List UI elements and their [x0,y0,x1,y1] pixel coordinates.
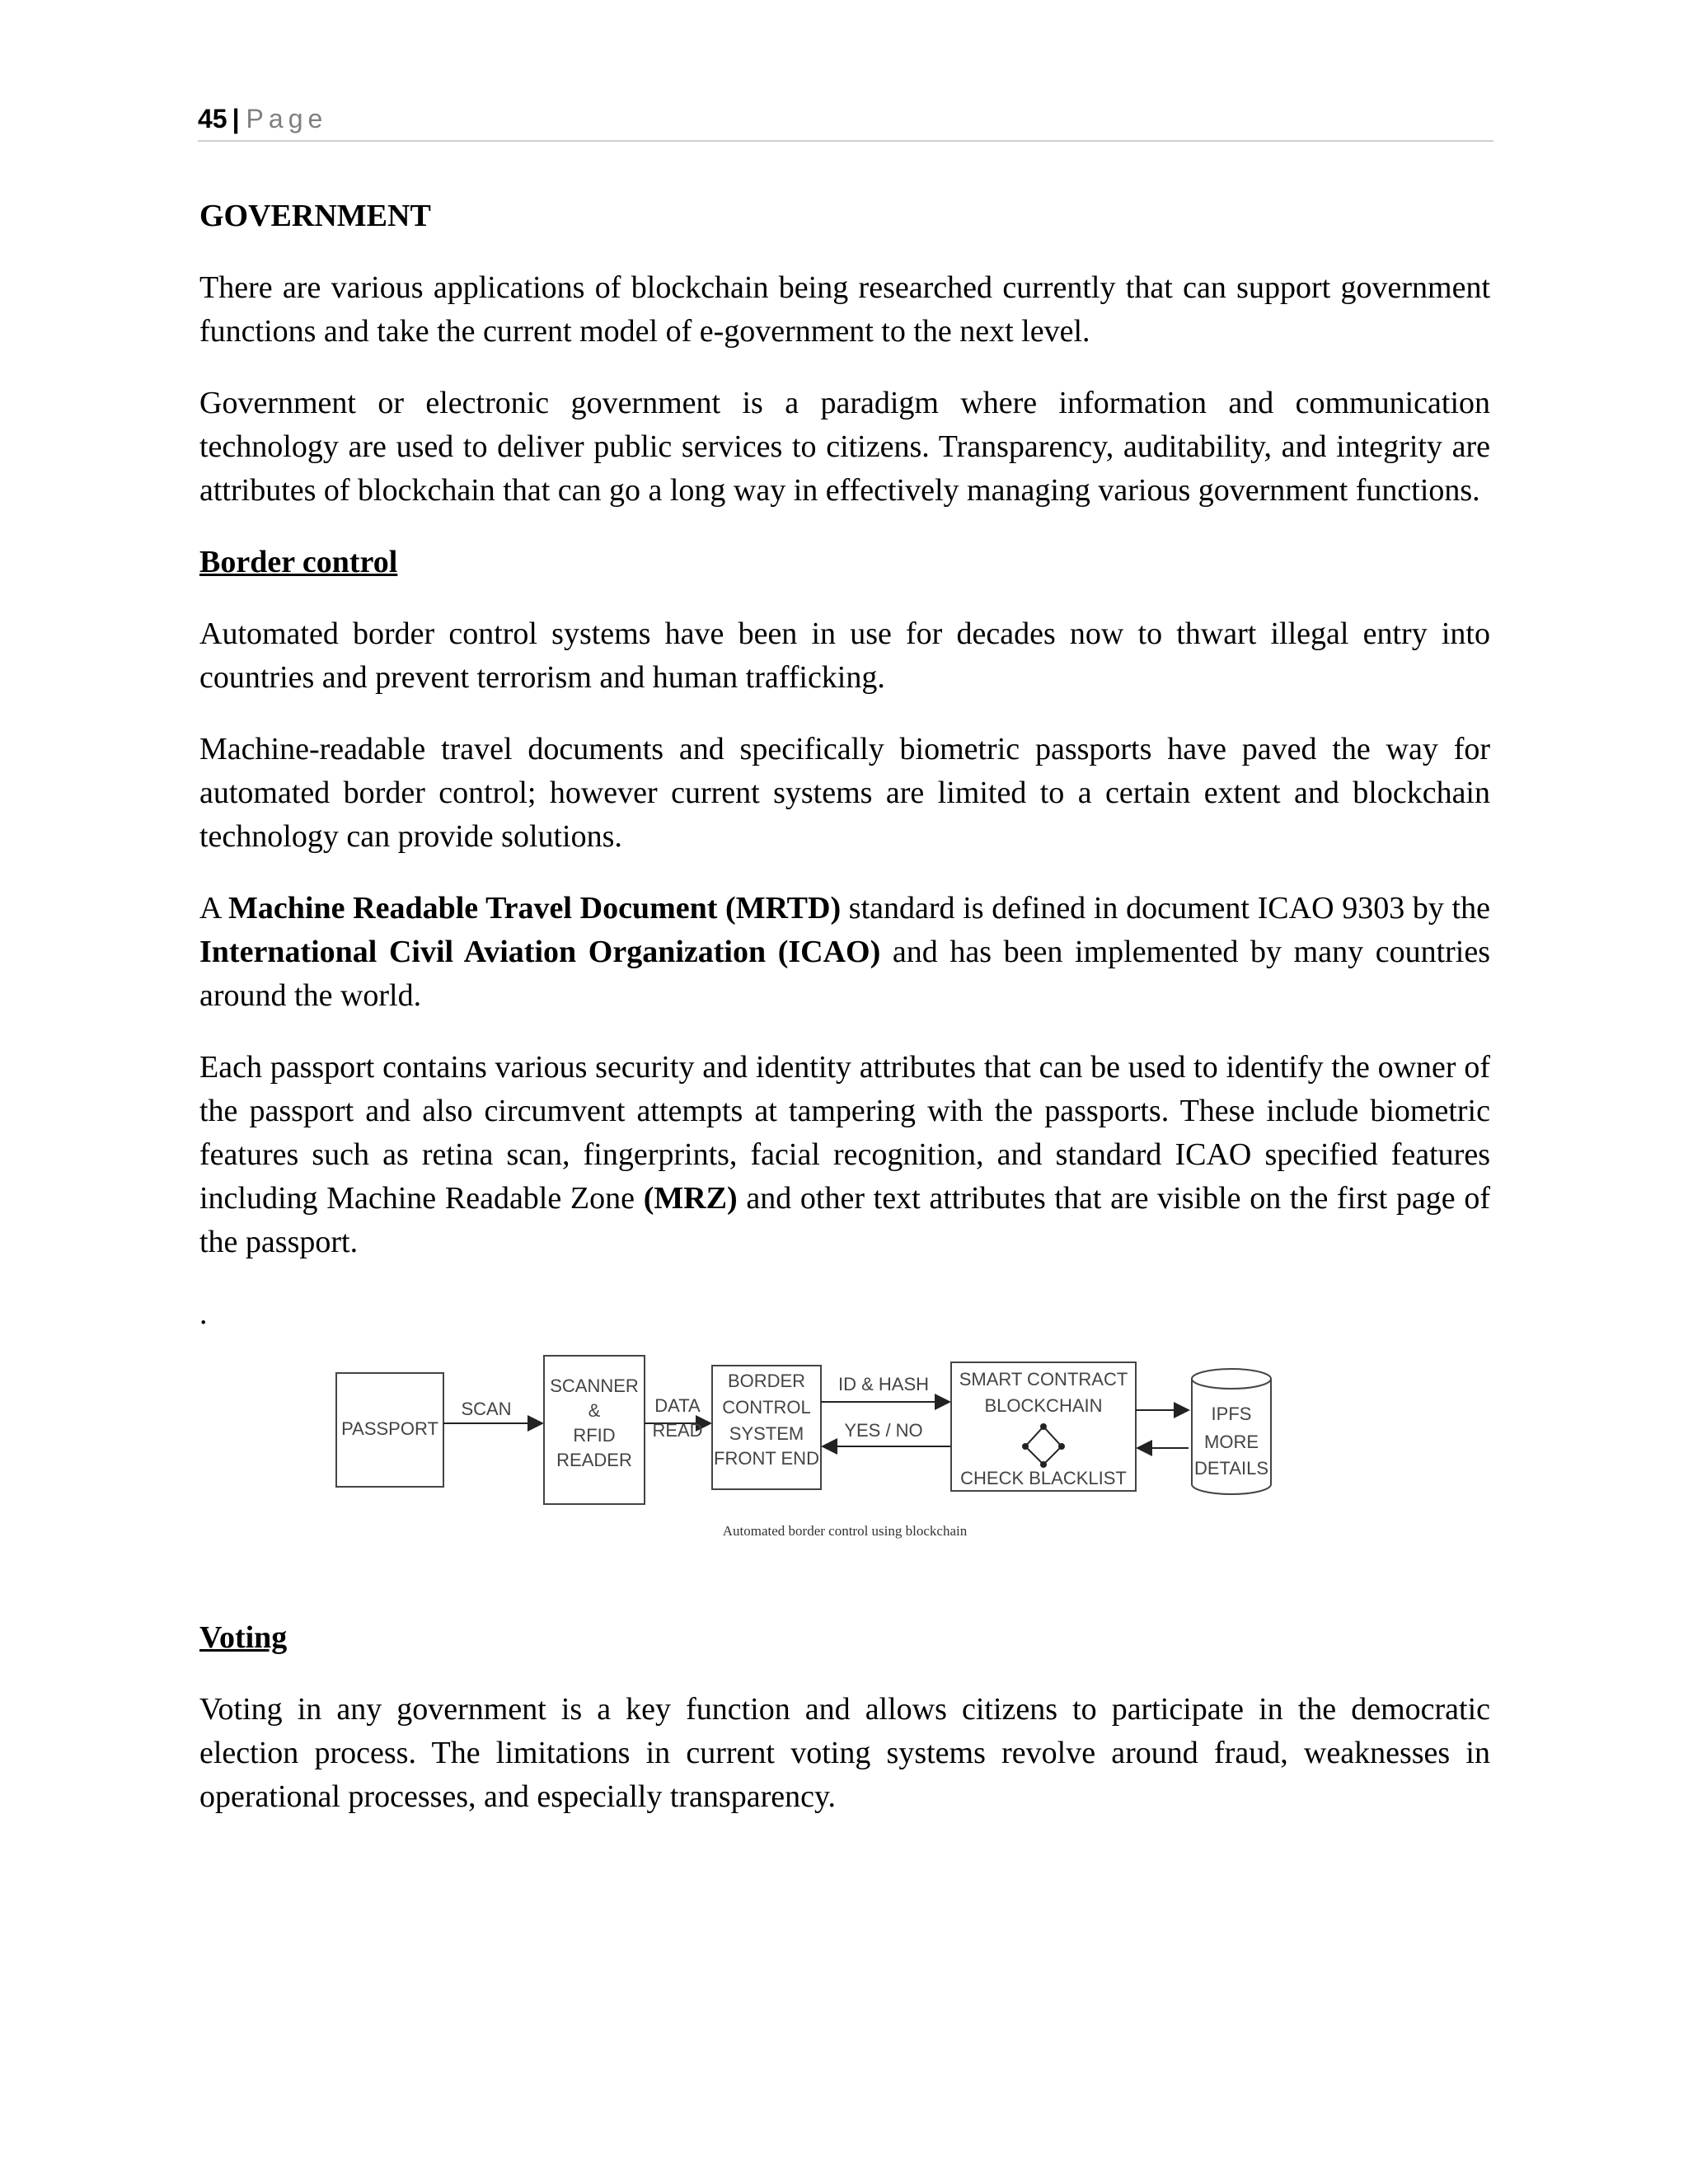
header-separator: | [232,104,240,134]
read-label: READ [652,1420,703,1441]
scan-label: SCAN [461,1399,512,1419]
page-header [198,97,1493,142]
page-number: 45 [198,104,227,134]
document-body [199,194,1490,1847]
smart-contract-line-1: SMART CONTRACT [959,1369,1128,1390]
node-dot [1040,1461,1047,1468]
yes-no-label: YES / NO [844,1420,923,1441]
text-run: and other text attributes that are visible on the first page of the passport. [199,1181,1490,1259]
ipfs-line-1: IPFS [1211,1404,1252,1424]
intro-paragraph-1: There are various applications of blockchain being researched currently that can support government functions and take the current model of e-government to the next level. [199,270,1490,349]
node-dot [1058,1443,1065,1450]
check-blacklist-label: CHECK BLACKLIST [960,1468,1127,1488]
intro-paragraph-2: Government or electronic government is a paradigm where information and communication technology are used to deliver public services to citizens. Transparency, auditability, and integrity are attributes of blockchain that can go a long way in effectively managing various government functions. [199,386,1490,508]
text-run: A [199,891,229,926]
bold-term-mrtd: Machine Readable Travel Document (MRTD) [228,891,842,926]
section-title: GOVERNMENT [199,199,431,233]
text-run: Each passport contains various security and identity attributes that can be used to identify the owner of the passport and also circumvent attempts at tampering with the passports. These include biometric features such as retina scan, fingerprints, facial recognition, and standard ICAO specified features including Machine Readable Zone [199,1050,1490,1216]
voting-paragraph: Voting in any government is a key function and allows citizens to participate in the democratic election process. The limitations in current voting systems revolve around fraud, weaknesses in operational processes, and especially transparency. [199,1692,1490,1814]
scanner-line-4: READER [556,1450,632,1470]
border-line-3: SYSTEM [729,1423,804,1444]
passport-label: PASSPORT [341,1418,438,1439]
border-control-diagram [199,1344,1490,1567]
diagram-svg [199,1344,1490,1509]
figure-caption: Automated border control using blockchain [722,1523,968,1539]
data-label: DATA [654,1395,701,1416]
border-control-paragraph-1: Automated border control systems have been in use for decades now to thwart illegal entry into countries and prevent terrorism and human trafficking. [199,616,1490,695]
scanner-line-1: SCANNER [550,1376,639,1396]
smart-contract-line-2: BLOCKCHAIN [984,1395,1103,1416]
border-control-heading: Border control [199,545,398,579]
border-control-paragraph-2: Machine-readable travel documents and specifically biometric passports have paved the way for automated border control; however current systems are limited to a certain extent and blockchain technology can provide solutions. [199,732,1490,854]
id-hash-label: ID & HASH [837,1374,930,1394]
passport-attributes-paragraph [199,1046,1490,1264]
node-dot [1040,1423,1047,1430]
scanner-line-3: RFID [573,1425,616,1446]
border-line-4: FRONT END [714,1448,819,1469]
bold-term-mrz: (MRZ) [643,1181,738,1216]
scanner-line-2: & [588,1400,601,1421]
text-run: standard is defined in document ICAO 9303 by the [841,891,1490,926]
border-line-2: CONTROL [722,1397,811,1418]
bold-term-icao: International Civil Aviation Organization (ICAO) [199,935,881,969]
mrtd-paragraph [199,887,1490,1018]
border-line-1: BORDER [727,1371,806,1391]
ipfs-line-2: MORE [1204,1432,1259,1452]
voting-heading: Voting [199,1620,288,1655]
node-dot [1022,1443,1029,1450]
stray-dot: . [199,1296,208,1331]
text-run: and has been implemented by many countries around the world. [199,935,1490,1013]
ipfs-line-3: DETAILS [1193,1458,1269,1479]
page-word: Page [246,104,328,134]
blockchain-diamond-icon [1025,1427,1062,1465]
